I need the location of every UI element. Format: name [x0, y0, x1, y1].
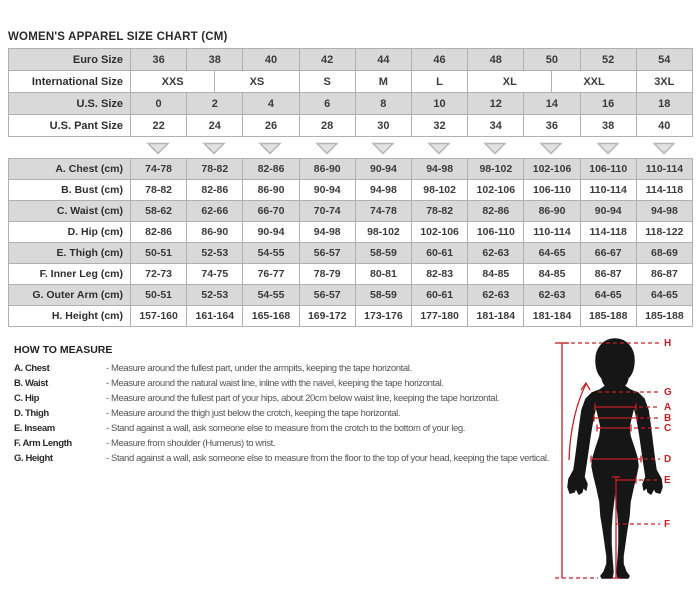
- size-cell: 6: [299, 93, 355, 115]
- size-cell: 3XL: [636, 71, 692, 93]
- measure-cell: 94-98: [412, 159, 468, 180]
- table-row: [9, 222, 693, 243]
- measure-item-label: C. Hip: [14, 393, 40, 404]
- measure-cell: 94-98: [636, 201, 692, 222]
- size-cell: 48: [468, 49, 524, 71]
- measure-item: [14, 451, 559, 466]
- measure-item: [14, 361, 559, 376]
- measure-cell: 110-114: [580, 180, 636, 201]
- size-cell: 32: [411, 115, 467, 137]
- measure-cell: 90-94: [299, 180, 355, 201]
- measure-cell: 64-65: [580, 285, 636, 306]
- measure-cell: 86-90: [524, 201, 580, 222]
- figure-labels: [664, 338, 672, 530]
- measure-cell: 60-61: [412, 285, 468, 306]
- measure-cell: 64-65: [636, 285, 692, 306]
- row-label: G. Outer Arm (cm): [9, 285, 131, 306]
- measure-cell: 177-180: [412, 306, 468, 327]
- figure-label-d: D: [664, 454, 672, 465]
- measure-cell: 72-73: [131, 264, 187, 285]
- down-arrow-icon: [636, 140, 692, 156]
- table-row: [9, 115, 693, 137]
- down-arrow-icon: [242, 140, 298, 156]
- measure-cell: 106-110: [580, 159, 636, 180]
- measure-cell: 70-74: [299, 201, 355, 222]
- measure-cell: 181-184: [524, 306, 580, 327]
- size-cell: L: [411, 71, 467, 93]
- measure-cell: 50-51: [131, 243, 187, 264]
- measure-cell: 98-102: [412, 180, 468, 201]
- row-label: C. Waist (cm): [9, 201, 131, 222]
- measure-cell: 78-82: [412, 201, 468, 222]
- measure-cell: 106-110: [468, 222, 524, 243]
- table-row: [9, 49, 693, 71]
- measure-cell: 114-118: [580, 222, 636, 243]
- measure-cell: 82-83: [412, 264, 468, 285]
- measure-cell: 74-78: [131, 159, 187, 180]
- measure-cell: 169-172: [299, 306, 355, 327]
- measure-item-label: A. Chest: [14, 363, 50, 374]
- table-row: [9, 159, 693, 180]
- measure-cell: 56-57: [299, 243, 355, 264]
- measure-cell: 64-65: [524, 243, 580, 264]
- table-row: [9, 264, 693, 285]
- size-cell: 54: [636, 49, 692, 71]
- measure-cell: 157-160: [131, 306, 187, 327]
- measure-item-text: - Stand against a wall, ask someone else to measure from the crotch to the bottom of your leg.: [106, 423, 465, 434]
- measure-cell: 90-94: [355, 159, 411, 180]
- size-cell: 40: [636, 115, 692, 137]
- measure-cell: 62-63: [468, 243, 524, 264]
- figure-label-e: E: [664, 475, 671, 486]
- table-row: [9, 180, 693, 201]
- measure-item-text: - Measure around the natural waist line, inline with the navel, keeping the tape horizontal.: [106, 378, 444, 389]
- measure-cell: 110-114: [524, 222, 580, 243]
- measure-cell: 78-79: [299, 264, 355, 285]
- measure-cell: 102-106: [412, 222, 468, 243]
- size-cell: 44: [355, 49, 411, 71]
- measure-cell: 118-122: [636, 222, 692, 243]
- measure-cell: 68-69: [636, 243, 692, 264]
- measure-cell: 56-57: [299, 285, 355, 306]
- measure-cell: 74-75: [187, 264, 243, 285]
- measure-cell: 173-176: [355, 306, 411, 327]
- down-arrow-icon: [411, 140, 467, 156]
- measure-cell: 94-98: [355, 180, 411, 201]
- row-label: A. Chest (cm): [9, 159, 131, 180]
- measure-cell: 94-98: [299, 222, 355, 243]
- measure-item: [14, 406, 559, 421]
- measure-cell: 106-110: [524, 180, 580, 201]
- measure-item-text: - Measure from shoulder (Humerus) to wrist.: [106, 438, 276, 449]
- measure-cell: 50-51: [131, 285, 187, 306]
- size-cell: S: [299, 71, 355, 93]
- measure-cell: 54-55: [243, 285, 299, 306]
- measure-cell: 114-118: [636, 180, 692, 201]
- measure-cell: 66-67: [580, 243, 636, 264]
- measure-item-label: F. Arm Length: [14, 438, 72, 449]
- measure-item-label: B. Waist: [14, 378, 48, 389]
- measure-cell: 82-86: [243, 159, 299, 180]
- measure-item: [14, 421, 559, 436]
- measure-cell: 181-184: [468, 306, 524, 327]
- table-row: [9, 306, 693, 327]
- measure-cell: 66-70: [243, 201, 299, 222]
- measure-cell: 86-87: [580, 264, 636, 285]
- size-cell: 26: [243, 115, 299, 137]
- size-cell: 14: [524, 93, 580, 115]
- measure-cell: 86-90: [187, 222, 243, 243]
- measure-item-text: - Measure around the fullest part of your hips, about 20cm below waist line, keeping the tape horizontal.: [106, 393, 500, 404]
- figure-label-g: G: [664, 387, 672, 398]
- size-cell: 8: [355, 93, 411, 115]
- measure-item: [14, 436, 559, 451]
- measure-item: [14, 391, 559, 406]
- measure-cell: 60-61: [412, 243, 468, 264]
- measure-cell: 98-102: [468, 159, 524, 180]
- size-cell: 46: [411, 49, 467, 71]
- row-label: Euro Size: [9, 49, 131, 71]
- size-cell: 34: [468, 115, 524, 137]
- measure-cell: 84-85: [524, 264, 580, 285]
- measure-cell: 58-59: [355, 285, 411, 306]
- size-cell: 38: [187, 49, 243, 71]
- measure-cell: 90-94: [580, 201, 636, 222]
- down-arrow-icon: [130, 140, 186, 156]
- size-cell: XXL: [552, 71, 636, 93]
- body-measurements-table: [8, 158, 693, 327]
- size-cell: XL: [468, 71, 552, 93]
- figure-label-c: C: [664, 423, 672, 434]
- measure-cell: 86-90: [243, 180, 299, 201]
- size-cell: 4: [243, 93, 299, 115]
- measure-item-text: - Stand against a wall, ask someone else to measure from the floor to the top of your head, keeping the tape vertical.: [106, 453, 549, 464]
- down-arrow-icon: [299, 140, 355, 156]
- arrow-spacer: [8, 140, 130, 156]
- size-cell: M: [355, 71, 411, 93]
- size-cell: 40: [243, 49, 299, 71]
- measurement-diagram: [548, 330, 698, 602]
- size-cell: 0: [131, 93, 187, 115]
- measure-cell: 54-55: [243, 243, 299, 264]
- column-arrow-row: [8, 140, 692, 156]
- row-label: U.S. Pant Size: [9, 115, 131, 137]
- size-cell: 24: [187, 115, 243, 137]
- size-cell: 28: [299, 115, 355, 137]
- measure-cell: 52-53: [187, 243, 243, 264]
- measure-cell: 102-106: [468, 180, 524, 201]
- measure-item: [14, 376, 559, 391]
- measure-cell: 165-168: [243, 306, 299, 327]
- size-cell: 12: [468, 93, 524, 115]
- measure-cell: 76-77: [243, 264, 299, 285]
- figure-label-b: B: [664, 413, 672, 424]
- size-cell: 36: [524, 115, 580, 137]
- down-arrow-icon: [580, 140, 636, 156]
- measure-item-label: E. Inseam: [14, 423, 55, 434]
- down-arrow-icon: [523, 140, 579, 156]
- row-label: B. Bust (cm): [9, 180, 131, 201]
- size-conversion-table: [8, 48, 693, 137]
- row-label: E. Thigh (cm): [9, 243, 131, 264]
- measure-cell: 62-63: [524, 285, 580, 306]
- size-cell: 38: [580, 115, 636, 137]
- measure-cell: 62-66: [187, 201, 243, 222]
- size-cell: 2: [187, 93, 243, 115]
- measure-cell: 52-53: [187, 285, 243, 306]
- measure-cell: 62-63: [468, 285, 524, 306]
- measure-cell: 82-86: [187, 180, 243, 201]
- size-cell: 50: [524, 49, 580, 71]
- measure-cell: 78-82: [131, 180, 187, 201]
- row-label: H. Height (cm): [9, 306, 131, 327]
- size-cell: XXS: [131, 71, 215, 93]
- measure-cell: 58-59: [355, 243, 411, 264]
- measure-cell: 185-188: [636, 306, 692, 327]
- figure-label-a: A: [664, 402, 672, 413]
- size-cell: 30: [355, 115, 411, 137]
- measure-item-text: - Measure around the fullest part, under the armpits, keeping the tape horizontal.: [106, 363, 412, 374]
- measure-cell: 86-90: [299, 159, 355, 180]
- how-to-measure-section: [14, 344, 559, 466]
- measure-cell: 102-106: [524, 159, 580, 180]
- down-arrow-icon: [355, 140, 411, 156]
- how-to-measure-heading: HOW TO MEASURE: [14, 344, 113, 356]
- size-cell: 52: [580, 49, 636, 71]
- size-cell: 22: [131, 115, 187, 137]
- row-label: International Size: [9, 71, 131, 93]
- table-row: [9, 243, 693, 264]
- down-arrow-icon: [467, 140, 523, 156]
- size-cell: 16: [580, 93, 636, 115]
- table-row: [9, 71, 693, 93]
- size-cell: 36: [131, 49, 187, 71]
- down-arrow-icon: [186, 140, 242, 156]
- measure-item-label: G. Height: [14, 453, 53, 464]
- size-cell: 42: [299, 49, 355, 71]
- measure-cell: 161-164: [187, 306, 243, 327]
- measure-item-text: - Measure around the thigh just below the crotch, keeping the tape horizontal.: [106, 408, 401, 419]
- measure-cell: 110-114: [636, 159, 692, 180]
- measure-cell: 58-62: [131, 201, 187, 222]
- measure-cell: 78-82: [187, 159, 243, 180]
- measure-cell: 86-87: [636, 264, 692, 285]
- measure-cell: 82-86: [468, 201, 524, 222]
- figure-label-h: H: [664, 338, 672, 349]
- measure-cell: 84-85: [468, 264, 524, 285]
- measure-cell: 185-188: [580, 306, 636, 327]
- measure-cell: 74-78: [355, 201, 411, 222]
- measure-cell: 90-94: [243, 222, 299, 243]
- size-cell: 18: [636, 93, 692, 115]
- table-row: [9, 201, 693, 222]
- table-row: [9, 285, 693, 306]
- measure-cell: 82-86: [131, 222, 187, 243]
- size-cell: 10: [411, 93, 467, 115]
- row-label: F. Inner Leg (cm): [9, 264, 131, 285]
- row-label: D. Hip (cm): [9, 222, 131, 243]
- measure-cell: 98-102: [355, 222, 411, 243]
- page-title: WOMEN'S APPAREL SIZE CHART (CM): [8, 31, 228, 43]
- table-row: [9, 93, 693, 115]
- size-cell: XS: [215, 71, 299, 93]
- figure-label-f: F: [664, 519, 671, 530]
- measure-cell: 80-81: [355, 264, 411, 285]
- measure-item-label: D. Thigh: [14, 408, 49, 419]
- row-label: U.S. Size: [9, 93, 131, 115]
